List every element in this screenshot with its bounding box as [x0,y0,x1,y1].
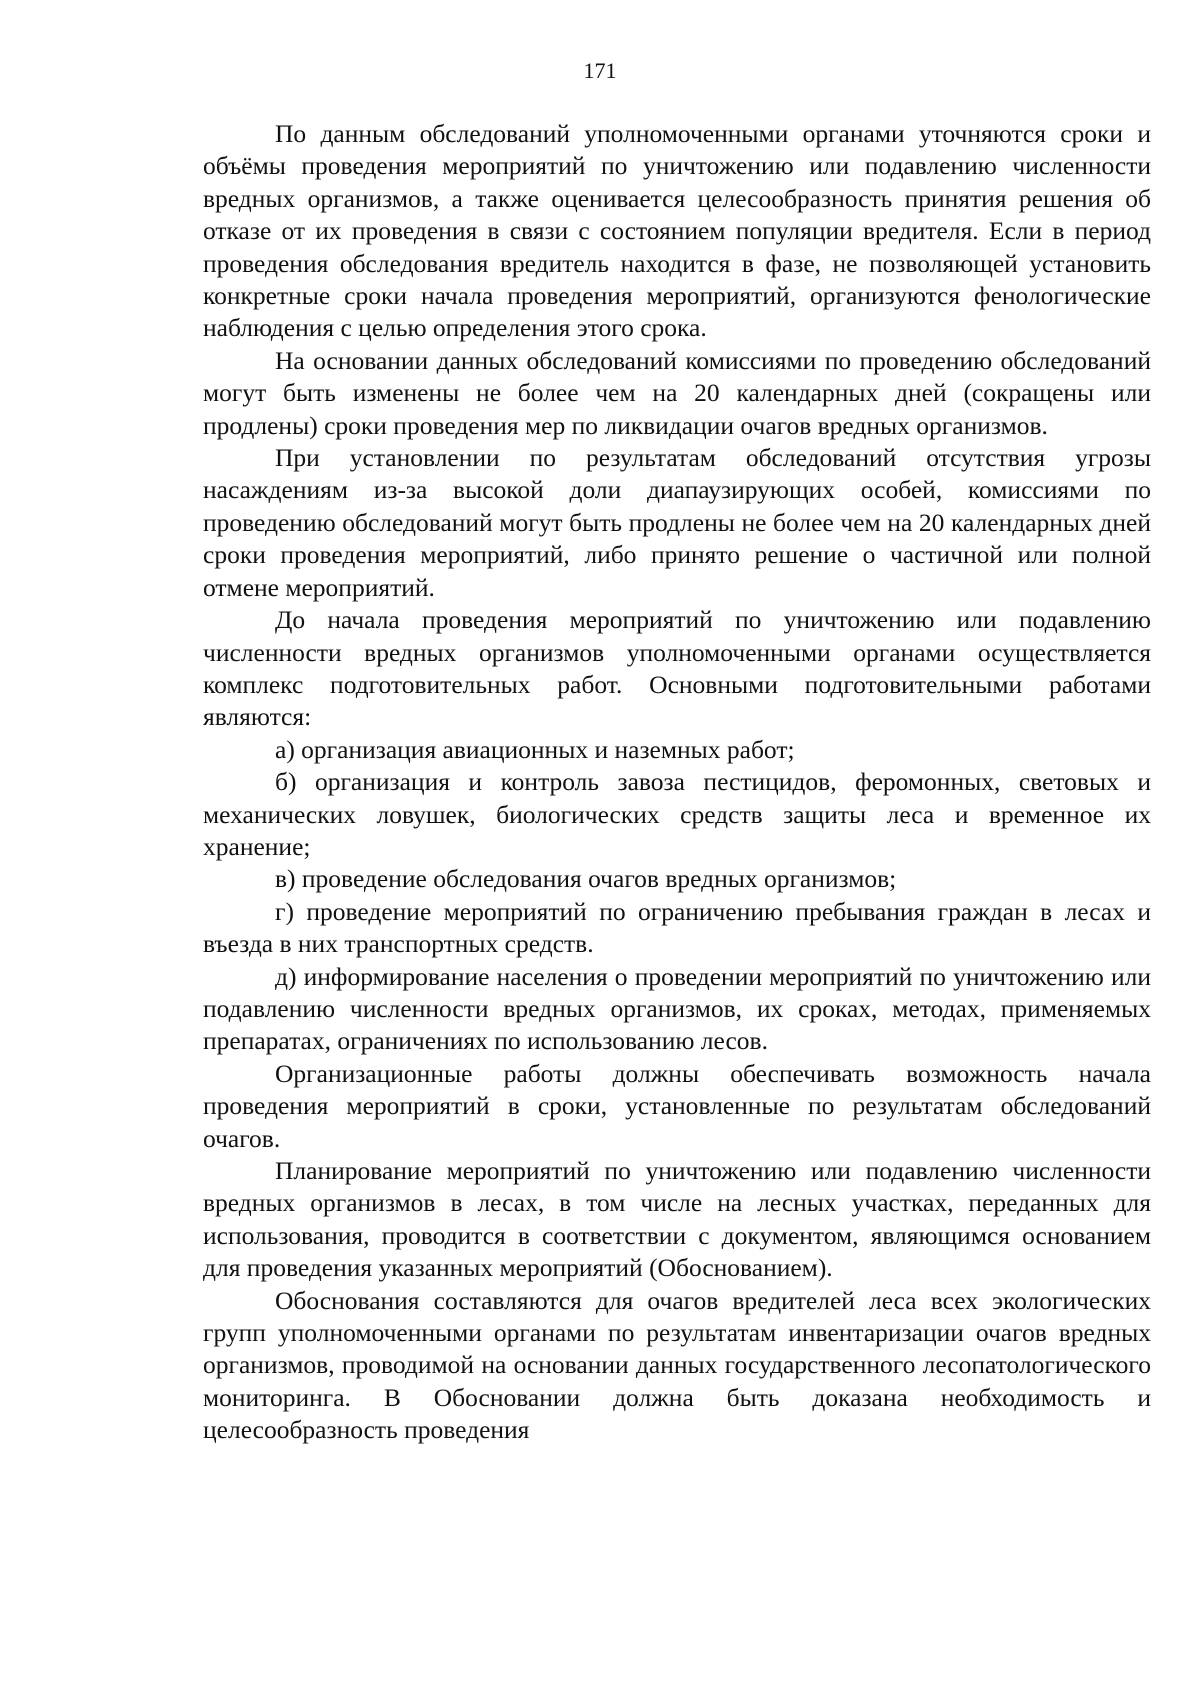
paragraph-planning: Планирование мероприятий по уничтожению или подавлению численности вредных организмов в лесах, в том числе на лесных участках, переданных для использования, проводится в соответствии с документом, являющимся основанием для проведения указанных мероприятий (Обоснованием). [203,1156,1151,1283]
paragraph-survey-results: По данным обследований уполномоченными органами уточняются сроки и объёмы проведения мероприятий по уничтожению или подавлению численности вредных организмов, а также оценивается целесообразность принятия решения об отказе от их проведения в связи с состоянием популяции вредителя. Если в период проведения обследования вредитель находится в фазе, не позволяющей установить конкретные сроки начала проведения мероприятий, организуются фенологические наблюдения с целью определения этого срока. [203,119,1151,343]
list-item-v: в) проведение обследования очагов вредных организмов; [275,864,897,894]
list-item-b: б) организация и контроль завоза пестицидов, феромонных, световых и механических ловушек, биологических средств защиты леса и временное их хранение; [203,767,1151,861]
page-number: 171 [583,58,617,83]
paragraph-diapause-extension: При установлении по результатам обследований отсутствия угрозы насаждениям из-за высокой доли диапаузирующих особей, комиссиями по проведению обследований могут быть продлены не более чем на 20 календарных дней сроки проведения мероприятий, либо принято решение о частичной или полной отмене мероприятий. [203,443,1151,602]
paragraph-preparatory-works: До начала проведения мероприятий по уничтожению или подавлению численности вредных организмов уполномоченными органами осуществляется комплекс подготовительных работ. Основными подготовительными работами являются: [203,605,1151,732]
paragraph-justifications: Обоснования составляются для очагов вредителей леса всех экологических групп уполномоченными органами по результатам инвентаризации очагов вредных организмов, проводимой на основании данных государственного лесопатологического мониторинга. В Обосновании должна быть доказана необходимость и целесообразность проведения [203,1285,1151,1445]
paragraph-deadline-change: На основании данных обследований комиссиями по проведению обследований могут быть изменены не более чем на 20 календарных дней (сокращены или продлены) сроки проведения мер по ликвидации очагов вредных организмов. [203,345,1151,440]
list-item-a: а) организация авиационных и наземных работ; [275,734,795,764]
list-item-d: д) информирование населения о проведении мероприятий по уничтожению или подавлению численности вредных организмов, их сроках, методах, применяемых препаратах, ограничениях по использованию лесов. [203,961,1151,1056]
paragraph-organizational-works: Организационные работы должны обеспечивать возможность начала проведения мероприятий в сроки, установленные по результатам обследований очагов. [203,1058,1151,1153]
document-body [203,118,1151,1447]
list-item-g: г) проведение мероприятий по ограничению пребывания граждан в лесах и въезда в них транспортных средств. [203,896,1151,959]
